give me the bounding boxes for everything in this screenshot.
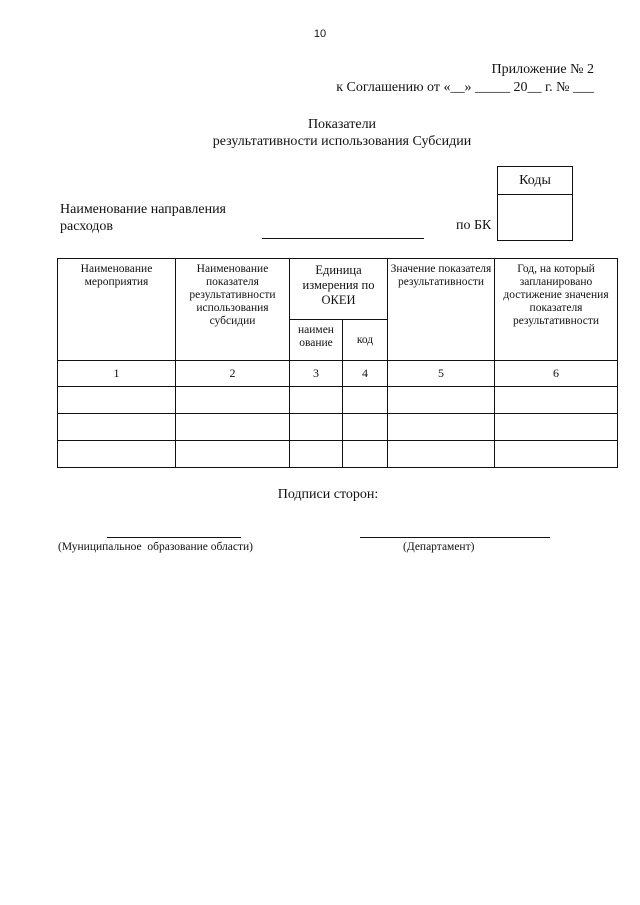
column-number: 3: [290, 361, 343, 387]
table-cell[interactable]: [176, 441, 290, 468]
table-cell[interactable]: [495, 441, 618, 468]
table-cell[interactable]: [176, 387, 290, 414]
appendix-reference: к Соглашению от «__» _____ 20__ г. № ___: [336, 80, 594, 95]
table-row: [58, 387, 618, 414]
table-cell[interactable]: [176, 414, 290, 441]
appendix-title: Приложение № 2: [491, 62, 594, 77]
table-cell[interactable]: [290, 441, 343, 468]
header-indicator-value: Значение показателя результативности: [388, 259, 495, 361]
table-cell[interactable]: [343, 441, 388, 468]
table-cell[interactable]: [388, 441, 495, 468]
codes-box: [497, 166, 573, 241]
table-cell[interactable]: [388, 414, 495, 441]
table-cell[interactable]: [388, 387, 495, 414]
indicators-table: [57, 258, 618, 468]
table-cell[interactable]: [343, 387, 388, 414]
header-unit-name: наимен ование: [290, 320, 343, 361]
signatures-title: Подписи сторон:: [277, 487, 379, 502]
department-caption: (Департамент): [403, 541, 475, 553]
column-number: 2: [176, 361, 290, 387]
column-number: 4: [343, 361, 388, 387]
document-title: [0, 116, 640, 150]
header-indicator-name: Наименование показателя результативности использования субсидии: [176, 259, 290, 361]
department-signature-line: [360, 537, 550, 538]
document-title-line1: Показатели: [307, 117, 377, 132]
table-cell[interactable]: [58, 441, 176, 468]
header-unit-code: код: [343, 320, 388, 361]
column-number: 5: [388, 361, 495, 387]
table-cell[interactable]: [290, 387, 343, 414]
table-cell[interactable]: [290, 414, 343, 441]
codes-header: Коды: [498, 167, 572, 195]
page-number: 10: [313, 28, 327, 40]
municipality-signature-line: [107, 537, 241, 538]
table-cell[interactable]: [343, 414, 388, 441]
direction-label-line1: Наименование направления: [60, 202, 226, 217]
header-unit: Единица измерения по ОКЕИ: [290, 259, 388, 320]
document-title-line2: результативности использования Субсидии: [212, 134, 472, 149]
header-target-year: Год, на который запланировано достижение значения показателя результативности: [495, 259, 618, 361]
municipality-caption: (Муниципальное образование области): [58, 541, 254, 553]
table-cell[interactable]: [495, 387, 618, 414]
table-row: [58, 414, 618, 441]
column-number: 1: [58, 361, 176, 387]
table-cell[interactable]: [58, 387, 176, 414]
direction-label: [60, 201, 226, 235]
bk-label: по БК: [456, 218, 492, 233]
direction-fill-line: [262, 238, 424, 239]
table-cell[interactable]: [495, 414, 618, 441]
header-event-name: Наименование мероприятия: [58, 259, 176, 361]
table-cell[interactable]: [58, 414, 176, 441]
table-row: [58, 441, 618, 468]
column-number: 6: [495, 361, 618, 387]
direction-label-line2: расходов: [60, 219, 114, 234]
